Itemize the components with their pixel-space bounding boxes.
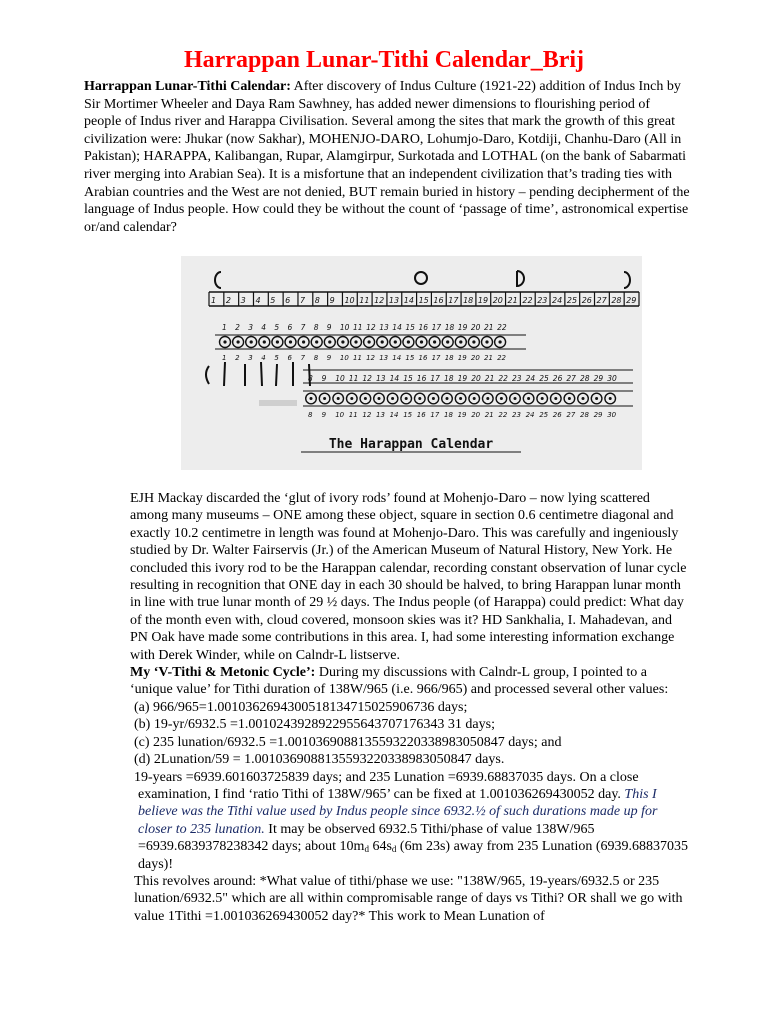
ruler-number: 15 bbox=[418, 296, 429, 305]
harappan-calendar-figure bbox=[181, 256, 642, 470]
row2-day-dot bbox=[432, 397, 435, 400]
row1-day-dot bbox=[420, 340, 423, 343]
row2-number: 30 bbox=[607, 374, 617, 383]
observation-text: It may be observed 6932.5 Tithi/phase of value 138W/965 =6939.6839378238342 days; about 10m bbox=[138, 821, 595, 855]
ruler-number: 9 bbox=[329, 296, 335, 305]
row1-sub-number: 22 bbox=[497, 354, 507, 362]
row1-number: 12 bbox=[366, 323, 376, 332]
ruler-number: 5 bbox=[270, 296, 276, 305]
row2-day-dot bbox=[310, 397, 313, 400]
row2-day-dot bbox=[514, 397, 517, 400]
row1-day-dot bbox=[341, 340, 344, 343]
row1-sub-number: 3 bbox=[248, 354, 253, 362]
ruler-number: 21 bbox=[507, 296, 518, 305]
row2-number: 19 bbox=[457, 374, 468, 383]
row1-sub-number: 4 bbox=[261, 354, 266, 362]
row2-sub-number: 29 bbox=[593, 411, 603, 419]
row1-day-dot bbox=[433, 340, 436, 343]
revolve-paragraph: This revolves around: *What value of tithi/phase we use: "138W/965, 19-years/6932.5 or 235 lunation/6932.5" which are all within compromisable range of days vs Tithi? OR shall we go with value 1Tithi =1.001036269430052 day?* This work to Mean Lunation of bbox=[134, 873, 683, 924]
row2-number: 17 bbox=[430, 374, 440, 383]
row1-number: 21 bbox=[484, 323, 494, 332]
row1-number: 22 bbox=[497, 323, 507, 332]
ruler-number: 6 bbox=[285, 296, 291, 305]
row1-day-dot bbox=[485, 340, 488, 343]
row1-day-dot bbox=[302, 340, 305, 343]
observation-tail: (6m 23s) away from 235 Lunation (6939.68837035 days)! bbox=[138, 839, 689, 872]
row1-sub-number: 20 bbox=[470, 354, 480, 362]
ruler-number: 19 bbox=[477, 296, 489, 305]
ruler-number: 22 bbox=[522, 296, 533, 305]
row1-sub-number: 8 bbox=[313, 354, 319, 362]
value-item-d: (d) 2Lunation/59 = 1.0010369088135593220338983050847 days. bbox=[134, 752, 505, 768]
row2-number: 21 bbox=[484, 374, 495, 383]
intro-text: After discovery of Indus Culture (1921-22) addition of Indus Inch by Sir Mortimer Wheeler and Daya Ram Sawhney, has added newer dimensions to flourishing period of people of Indus river and Harappa Civilisation. Several among the sites that mark the growth of this great civilization were: Jhukar (now Sakhar), MOHENJO-DARO, Lohumjo-Daro, Kotdiji, Chanhu-Daro (All in Pakistan); HARAPPA, Kalibangan, Rupar, Alamgirpur, Surkotada and LOTHAL (on the bank of Sabarmati river merging into Arabian Sea). It is a misfortune that an independent civilization that’s trading ties with Arabian countries and the West are not denied, BUT remain buried in history – pending decipherment of the language of Indus people. How could they be without the count of ‘passage of time’, astronomical expertise or/and calendar? bbox=[84, 79, 690, 235]
row1-day-dot bbox=[315, 340, 318, 343]
row1-number: 3 bbox=[248, 323, 253, 332]
row1-day-dot bbox=[328, 340, 331, 343]
ruler-number: 29 bbox=[626, 296, 637, 305]
row2-number: 22 bbox=[498, 374, 508, 383]
row1-number: 6 bbox=[287, 323, 293, 332]
figure-smudge bbox=[259, 400, 297, 406]
crescent-mark bbox=[206, 366, 209, 384]
row1-day-dot bbox=[446, 340, 449, 343]
row1-sub-number: 14 bbox=[392, 354, 402, 362]
row2-number: 13 bbox=[376, 374, 386, 383]
vtithi-heading: My ‘V-Tithi & Metonic Cycle’: bbox=[130, 665, 316, 681]
row1-number: 15 bbox=[405, 323, 415, 332]
row2-number: 29 bbox=[593, 374, 604, 383]
row2-day-dot bbox=[582, 397, 585, 400]
observation-mid: 64s bbox=[368, 839, 392, 855]
value-item-c: (c) 235 lunation/6932.5 =1.0010369088135593220338983050847 days; and bbox=[134, 734, 562, 750]
subscript-d2: d bbox=[391, 844, 397, 855]
row2-day-dot bbox=[595, 397, 598, 400]
body-text bbox=[130, 490, 690, 925]
row1-day-dot bbox=[223, 340, 226, 343]
row1-sub-number: 13 bbox=[379, 354, 389, 362]
row2-number: 18 bbox=[444, 374, 454, 383]
full-moon-symbol bbox=[415, 272, 427, 284]
row1-number: 4 bbox=[261, 323, 267, 332]
row2-sub-number: 22 bbox=[498, 411, 508, 419]
row2-day-dot bbox=[337, 397, 340, 400]
row2-sub-number: 13 bbox=[376, 411, 385, 419]
row1-day-dot bbox=[394, 340, 397, 343]
ruler-number: 3 bbox=[240, 296, 246, 305]
row2-day-dot bbox=[568, 397, 571, 400]
ruler-number: 25 bbox=[566, 296, 578, 305]
row1-sub-number: 15 bbox=[405, 354, 415, 362]
row2-day-dot bbox=[378, 397, 381, 400]
row1-sub-number: 16 bbox=[418, 354, 428, 362]
row2-sub-number: 15 bbox=[403, 411, 413, 419]
ruler-number: 1 bbox=[211, 296, 217, 305]
ruler-number: 27 bbox=[596, 296, 607, 305]
row2-day-dot bbox=[527, 397, 530, 400]
row2-number: 9 bbox=[321, 374, 327, 383]
ruler-number: 10 bbox=[344, 296, 355, 305]
phase-stroke bbox=[261, 362, 262, 386]
row1-number: 10 bbox=[339, 323, 350, 332]
phase-stroke bbox=[276, 364, 277, 386]
row2-day-dot bbox=[609, 397, 612, 400]
intro-lead: Harrappan Lunar-Tithi Calendar: bbox=[84, 79, 291, 94]
ruler-number: 24 bbox=[552, 296, 563, 305]
ruler-number: 2 bbox=[225, 296, 231, 305]
row2-sub-number: 19 bbox=[457, 411, 467, 419]
row2-sub-number: 26 bbox=[552, 411, 562, 419]
row2-sub-number: 9 bbox=[321, 411, 327, 419]
ruler-number: 20 bbox=[492, 296, 503, 305]
row1-day-dot bbox=[368, 340, 371, 343]
row2-sub-number: 8 bbox=[308, 411, 313, 419]
row1-day-dot bbox=[276, 340, 279, 343]
ruler-number: 8 bbox=[314, 296, 320, 305]
row2-number: 11 bbox=[348, 374, 359, 383]
row2-number: 24 bbox=[525, 374, 536, 383]
value-item-b: (b) 19-yr/6932.5 =1.0010243928922955643707176343 31 days; bbox=[134, 717, 495, 733]
row1-number: 11 bbox=[353, 323, 363, 332]
row1-sub-number: 1 bbox=[222, 354, 227, 362]
row2-sub-number: 12 bbox=[362, 411, 372, 419]
row2-number: 8 bbox=[308, 374, 313, 383]
row1-day-dot bbox=[407, 340, 410, 343]
ruler-number: 13 bbox=[388, 296, 400, 305]
vtithi-text: During my discussions with Calndr-L group, I pointed to a ‘unique value’ for Tithi duration of 138W/965 (i.e. 966/965) and processed several other values: bbox=[130, 665, 669, 698]
years-line: 19-years =6939.601603725839 days; and 235 Lunation =6939.68837035 days. On a close bbox=[134, 769, 639, 785]
row2-sub-number: 24 bbox=[525, 411, 535, 419]
row1-number: 17 bbox=[431, 323, 442, 332]
row2-sub-number: 27 bbox=[566, 411, 576, 419]
ruler-number: 18 bbox=[463, 296, 474, 305]
vtithi-paragraph bbox=[130, 664, 690, 699]
mackay-paragraph: EJH Mackay discarded the ‘glut of ivory rods’ found at Mohenjo-Daro – now lying scattered among many museums – ONE among these object, square in section 0.6 centimetre diagonal and exactly 10.2 centimetre in length was found at Mohenjo-Daro. This was carefully and ingeniously studied by Dr. Walter Fairservis (Jr.) of the American Museum of Natural History, New York. He concluded this ivory rod to be the Harappan calendar, recording constant observation of lunar cycle resulting in recognition that ONE day in each 30 should be halved, to bring Harappan lunar month in line with true lunar month of 29 ½ days. The Indus people (of Harappa) could predict: What day of the month even with, cloud covered, monsoon skies was it? HD Sankhalia, I. Mahadevan, and PN Oak have made some contributions in this area. I, had some interesting information exchange with Derek Winder, while on Calndr-L listserve. bbox=[130, 491, 687, 663]
calendar-illustration bbox=[181, 256, 642, 470]
row2-number: 27 bbox=[566, 374, 576, 383]
row1-number: 2 bbox=[235, 323, 240, 332]
row1-number: 19 bbox=[457, 323, 468, 332]
row2-sub-number: 16 bbox=[416, 411, 426, 419]
row2-day-dot bbox=[418, 397, 421, 400]
row1-day-dot bbox=[263, 340, 266, 343]
row1-sub-number: 17 bbox=[431, 354, 441, 362]
ruler-number: 23 bbox=[537, 296, 548, 305]
page-title: Harrappan Lunar-Tithi Calendar_Brij bbox=[183, 47, 585, 73]
row2-sub-number: 25 bbox=[539, 411, 549, 419]
row1-number: 9 bbox=[326, 323, 332, 332]
row1-number: 18 bbox=[444, 323, 455, 332]
row2-sub-number: 23 bbox=[512, 411, 521, 419]
row2-number: 10 bbox=[335, 374, 345, 383]
row2-number: 16 bbox=[416, 374, 427, 383]
row2-number: 23 bbox=[512, 374, 522, 383]
row1-number: 1 bbox=[222, 323, 227, 332]
row2-day-dot bbox=[473, 397, 476, 400]
row2-sub-number: 14 bbox=[389, 411, 399, 419]
subscript-d1: d bbox=[364, 844, 369, 855]
value-item-a: (a) 966/965=1.0010362694300518134715025906736 days; bbox=[134, 699, 468, 715]
row2-number: 15 bbox=[403, 374, 413, 383]
row1-day-dot bbox=[354, 340, 357, 343]
ruler-number: 12 bbox=[374, 296, 385, 305]
row1-sub-number: 18 bbox=[444, 354, 454, 362]
row2-day-dot bbox=[364, 397, 367, 400]
row1-number: 14 bbox=[392, 323, 402, 332]
waning-crescent-symbol bbox=[624, 272, 630, 288]
ruler-number: 16 bbox=[433, 296, 444, 305]
row1-sub-number: 7 bbox=[300, 354, 306, 362]
row2-day-dot bbox=[323, 397, 326, 400]
row1-number: 5 bbox=[274, 323, 280, 332]
row1-day-dot bbox=[499, 340, 502, 343]
row2-day-dot bbox=[554, 397, 557, 400]
row1-number: 13 bbox=[379, 323, 389, 332]
row1-sub-number: 21 bbox=[484, 354, 493, 362]
row2-number: 25 bbox=[539, 374, 549, 383]
ruler-number: 26 bbox=[581, 296, 592, 305]
row2-day-dot bbox=[405, 397, 408, 400]
row2-day-dot bbox=[391, 397, 394, 400]
row2-number: 26 bbox=[552, 374, 563, 383]
row1-sub-number: 9 bbox=[326, 354, 332, 362]
examination-text: examination, I find ‘ratio Tithi of 138W/965’ can be fixed at 1.001036269430052 day. bbox=[138, 786, 621, 802]
row1-sub-number: 12 bbox=[366, 354, 376, 362]
row1-day-dot bbox=[250, 340, 253, 343]
row1-sub-number: 10 bbox=[339, 354, 349, 362]
row1-day-dot bbox=[381, 340, 384, 343]
row2-sub-number: 30 bbox=[607, 411, 617, 419]
row1-number: 8 bbox=[313, 323, 319, 332]
row1-day-dot bbox=[459, 340, 462, 343]
row1-sub-number: 2 bbox=[235, 354, 240, 362]
row1-sub-number: 19 bbox=[457, 354, 467, 362]
row1-number: 20 bbox=[470, 323, 481, 332]
ruler-number: 17 bbox=[448, 296, 459, 305]
intro-paragraph bbox=[84, 78, 690, 236]
row1-day-dot bbox=[237, 340, 240, 343]
ruler-number: 4 bbox=[255, 296, 261, 305]
figure-caption: The Harappan Calendar bbox=[328, 437, 494, 452]
row2-day-dot bbox=[500, 397, 503, 400]
row2-day-dot bbox=[446, 397, 449, 400]
phase-stroke bbox=[224, 362, 225, 386]
row2-day-dot bbox=[459, 397, 462, 400]
row2-sub-number: 28 bbox=[580, 411, 589, 419]
row2-sub-number: 20 bbox=[471, 411, 481, 419]
row2-number: 20 bbox=[471, 374, 481, 383]
row1-number: 7 bbox=[300, 323, 306, 332]
row1-sub-number: 11 bbox=[353, 354, 362, 362]
belief-italic-text: This I believe was the Tithi value used by Indus people since 6932.½ of such durations made up for closer to 235 lunation. bbox=[138, 786, 658, 837]
row2-number: 28 bbox=[580, 374, 590, 383]
row2-sub-number: 10 bbox=[335, 411, 345, 419]
waxing-crescent-symbol bbox=[215, 272, 221, 288]
row2-sub-number: 17 bbox=[430, 411, 440, 419]
row2-number: 14 bbox=[389, 374, 400, 383]
examination-paragraph bbox=[130, 786, 690, 873]
ruler-number: 28 bbox=[611, 296, 622, 305]
row2-day-dot bbox=[486, 397, 489, 400]
half-moon-symbol bbox=[517, 271, 524, 286]
row1-day-dot bbox=[289, 340, 292, 343]
ruler-number: 14 bbox=[403, 296, 414, 305]
row2-number: 12 bbox=[362, 374, 372, 383]
row2-day-dot bbox=[350, 397, 353, 400]
ruler-number: 11 bbox=[359, 296, 370, 305]
row2-sub-number: 21 bbox=[484, 411, 494, 419]
row2-day-dot bbox=[541, 397, 544, 400]
row2-sub-number: 11 bbox=[348, 411, 358, 419]
row1-sub-number: 5 bbox=[274, 354, 279, 362]
ruler-number: 7 bbox=[299, 296, 306, 305]
row1-day-dot bbox=[472, 340, 475, 343]
row1-number: 16 bbox=[418, 323, 429, 332]
row2-sub-number: 18 bbox=[444, 411, 453, 419]
row1-sub-number: 6 bbox=[287, 354, 292, 362]
